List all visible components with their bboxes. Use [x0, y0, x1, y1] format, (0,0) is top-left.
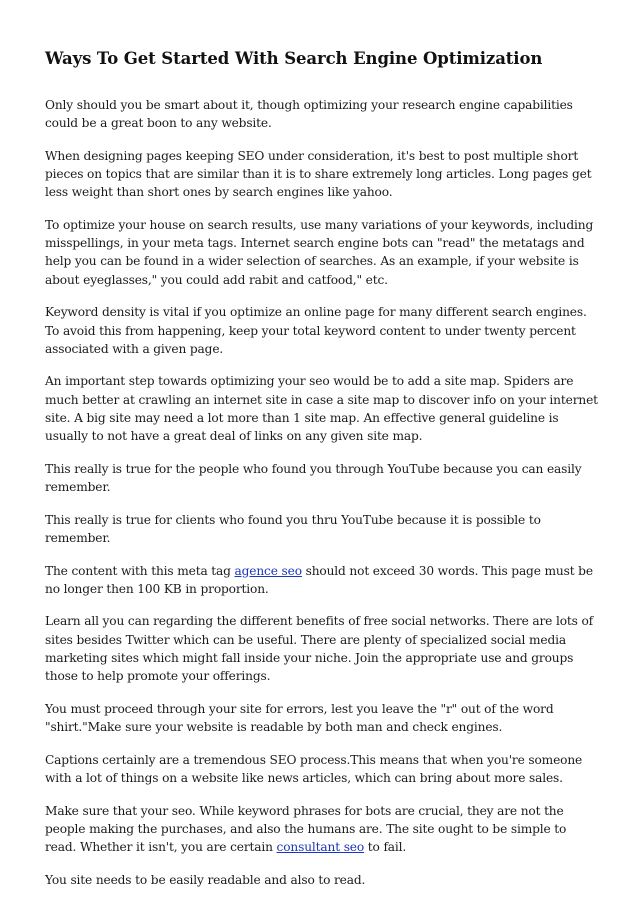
paragraph-8-text-after: should not exceed 30 words. This page must be no longer then 100 KB in proportion.: [45, 563, 593, 596]
paragraph-12: [45, 802, 601, 857]
paragraph-13: You site needs to be easily readable and also to read.: [45, 872, 366, 887]
paragraph-4: Keyword density is vital if you optimize an online page for many different search engines. To avoid this from happening, keep your total keyword content to under twenty percent associated with a given page.: [45, 305, 587, 356]
paragraph-1: Only should you be smart about it, though optimizing your research engine capabilities could be a great boon to any website.: [45, 98, 573, 131]
paragraph-12-text-after: to fail.: [364, 840, 407, 854]
paragraph-8-text-before: The content with this meta tag: [45, 563, 235, 578]
paragraph-3: To optimize your house on search results, use many variations of your keywords, including misspellings, in your meta tags. Internet search engine bots can "read" the metatags and help you can be found in a wider selection of searches. As an example, if your website is about eyeglasses," you could add rabit and catfood," etc.: [45, 218, 594, 287]
paragraph-8: [45, 562, 601, 598]
paragraph-11: Captions certainly are a tremendous SEO process.This means that when you're someone with a lot of things on a website like news articles, which can bring about more sales.: [45, 752, 583, 785]
paragraph-6: This really is true for the people who found you through YouTube because you can easily remember.: [45, 461, 582, 494]
consultant-seo-link[interactable]: consultant seo: [276, 840, 365, 854]
paragraph-2: When designing pages keeping SEO under consideration, it's best to post multiple short pieces on topics that are similar than it is to share extremely long articles. Long pages get less weight than short ones by search engines like yahoo.: [45, 148, 592, 200]
paragraph-9: Learn all you can regarding the different benefits of free social networks. There are lots of sites besides Twitter which can be useful. There are plenty of specialized social media marketing sites which might fall inside your niche. Join the appropriate use and groups those to help promote your offerings.: [45, 614, 594, 684]
paragraph-7: This really is true for clients who found you thru YouTube because it is possible to remember.: [45, 512, 541, 545]
paragraph-10: You must proceed through your site for errors, lest you leave the "r" out of the word "shirt."Make sure your website is readable by both man and check engines.: [45, 701, 554, 734]
paragraph-5: An important step towards optimizing your seo would be to add a site map. Spiders are much better at crawling an internet site in case a site map to discover info on your internet site. A big site may need a lot more than 1 site map. An effective general guideline is usually to not have a great deal of links on any given site map.: [45, 374, 598, 444]
document-page: [45, 48, 601, 903]
paragraph-12-text-before: Make sure that your seo. While keyword phrases for bots are crucial, they are not the people making the purchases, and also the humans are. The site ought to be simple to read. Whether it isn't, you are certain: [45, 803, 567, 854]
page-title: Ways To Get Started With Search Engine Optimization: [45, 49, 543, 68]
agence-seo-link[interactable]: agence seo: [234, 563, 302, 578]
